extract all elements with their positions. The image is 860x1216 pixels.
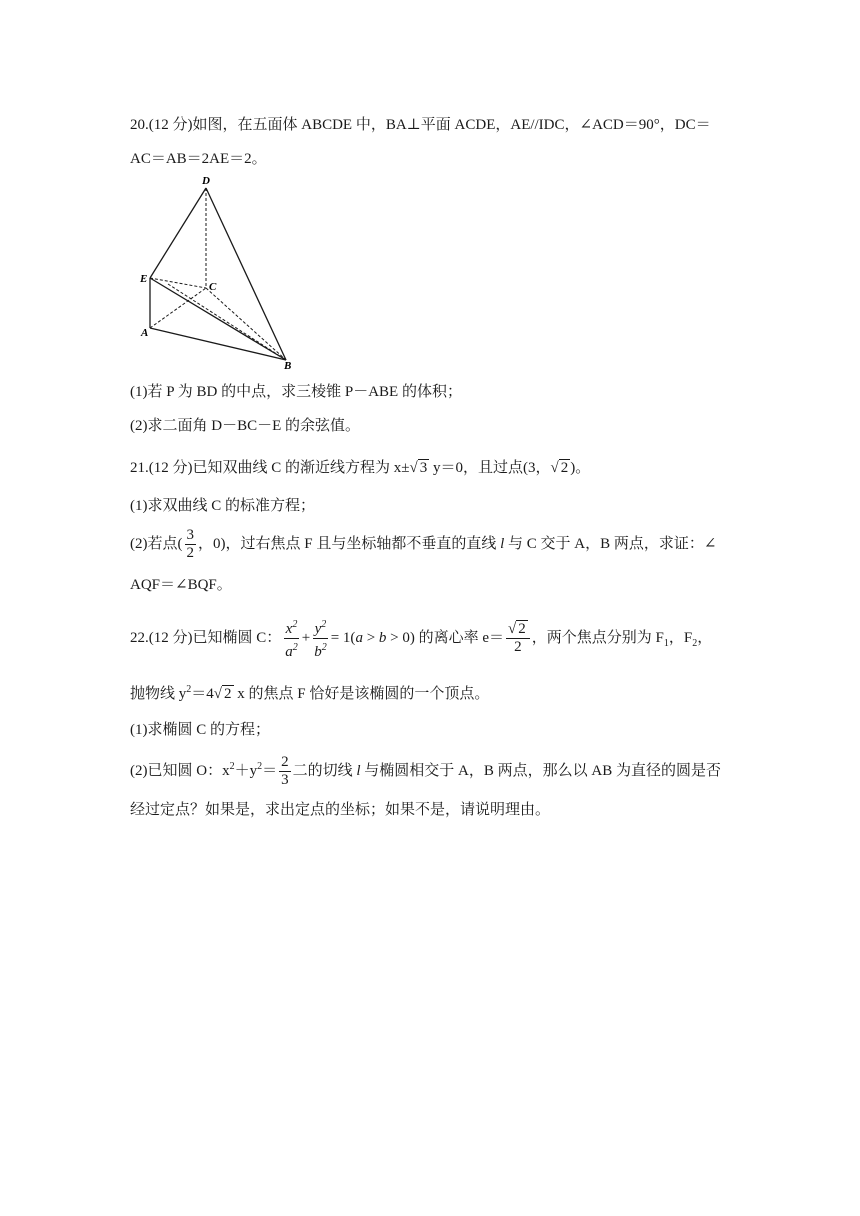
label-c: C	[209, 281, 217, 293]
pentahedron-figure	[138, 172, 298, 372]
q20-part1: (1)若 P 为 BD 的中点，求三棱锥 P－ABE 的体积；	[130, 384, 462, 400]
q21-stem: 21.(12 分)已知双曲线 C 的渐近线方程为 x±√ 3 y＝0，且过点(3，√ 2 )。	[130, 460, 591, 476]
q22-part2-line1: (2)已知圆 O：$x^2+y^2=$ $\frac{2}{3}$ 二的切线 l 与椭圆相交于 A，B 两点，那么以 AB 为直径的圆是否	[130, 754, 721, 788]
fraction-2-3: $\frac{2}{3}$	[281, 754, 289, 788]
fraction-y2-b2: $\frac{y^2}{b^2}$	[312, 616, 329, 661]
q21-part1: (1)求双曲线 C 的标准方程；	[130, 498, 315, 514]
fraction-x2-a2: $\frac{x^2}{a^2}$	[283, 616, 300, 661]
label-e: E	[140, 273, 148, 285]
q22-part1: (1)求椭圆 C 的方程；	[130, 722, 270, 738]
q22-stem-line2: 抛物线 $y^2=4√$ 2 x 的焦点 F 恰好是该椭圆的一个顶点。	[130, 684, 490, 702]
label-a: A	[141, 327, 149, 339]
fraction-sqrt2-2: $\frac{√ 2}{2}$	[506, 621, 530, 656]
q20-part2: (2)求二面角 D－BC－E 的余弦值。	[130, 418, 360, 434]
q20-stem-line1: 20.(12 分)如图，在五面体 ABCDE 中，BA⊥平面 ACDE，AE//IDC，∠ACD＝90°，DC＝	[130, 117, 711, 133]
fraction-3-2: $\frac{3}{2}$	[186, 527, 194, 561]
label-d: D	[202, 175, 210, 187]
q21-part2-line1: (2)若点( $\frac{3}{2}$ ，0)，过右焦点 F 且与坐标轴都不垂直的直线 l 与 C 交于 A，B 两点，求证：∠	[130, 527, 717, 561]
q20-stem-line2: AC＝AB＝2AE＝2。	[130, 151, 267, 167]
label-b: B	[284, 360, 292, 372]
q22-stem-line1: 22.(12 分)已知椭圆 C： $\frac{x^2}{a^2}$ + $\frac{y^2}{b^2}$ = 1(a > b > 0) 的离心率 e＝ $\frac{√ 2}{2}$ ，两个焦点分别为 $F_1$，$F_2$，	[130, 616, 712, 661]
q21-part2-line2: AQF＝∠BQF。	[130, 577, 232, 593]
q22-part2-line2: 经过定点？如果是，求出定点的坐标；如果不是，请说明理由。	[130, 802, 551, 818]
sqrt2: √ 2	[550, 460, 569, 476]
sqrt3: √ 3	[409, 460, 428, 476]
